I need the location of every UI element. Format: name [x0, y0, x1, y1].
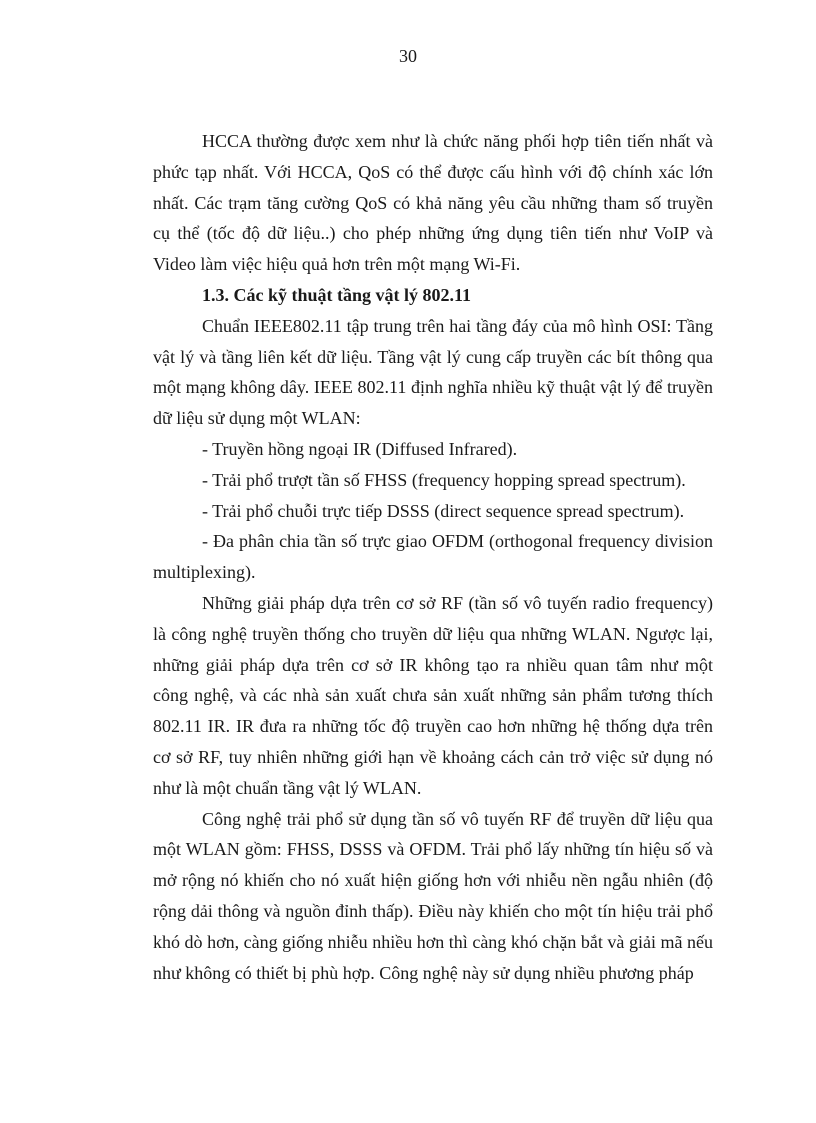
paragraph-hcca: HCCA thường được xem như là chức năng phối hợp tiên tiến nhất và phức tạp nhất. Với HCCA, QoS có thể được cấu hình với độ chính xác lớn nhất. Các trạm tăng cường QoS có khả năng yêu cầu những tham số truyền cụ thể (tốc độ dữ liệu..) cho phép những ứng dụng tiên tiến như VoIP và Video làm việc hiệu quả hơn trên một mạng Wi-Fi.	[153, 131, 713, 275]
paragraph-ieee-standard: Chuẩn IEEE802.11 tập trung trên hai tầng đáy của mô hình OSI: Tầng vật lý và tầng liên kết dữ liệu. Tầng vật lý cung cấp truyền các bít thông qua một mạng không dây. IEEE 802.11 định nghĩa nhiều kỹ thuật vật lý để truyền dữ liệu sử dụng một WLAN:	[153, 315, 713, 429]
list-item-ir: - Truyền hồng ngoại IR (Diffused Infrared).	[202, 438, 518, 459]
section-heading: 1.3. Các kỹ thuật tầng vật lý 802.11	[202, 284, 472, 305]
list-item-dsss: - Trải phổ chuỗi trực tiếp DSSS (direct sequence spread spectrum).	[202, 500, 685, 521]
paragraph-rf-solutions: Những giải pháp dựa trên cơ sở RF (tần số vô tuyến radio frequency) là công nghệ truyền thống cho truyền dữ liệu qua những WLAN. Ngược lại, những giải pháp dựa trên cơ sở IR không tạo ra nhiều quan tâm như một công nghệ, và các nhà sản xuất chưa sản xuất những sản phẩm tương thích 802.11 IR. IR đưa ra những tốc độ truyền cao hơn những hệ thống dựa trên cơ sở RF, tuy nhiên những giới hạn về khoảng cách cản trở việc sử dụng nó như là một chuẩn tầng vật lý WLAN.	[153, 592, 713, 798]
paragraph-spread-spectrum: Công nghệ trải phổ sử dụng tần số vô tuyến RF để truyền dữ liệu qua một WLAN gồm: FHSS, DSSS và OFDM. Trải phổ lấy những tín hiệu số và mở rộng nó khiến cho nó xuất hiện giống hơn với nhiễu nền ngẫu nhiên (độ rộng dải thông và nguồn đỉnh thấp). Điều này khiến cho một tín hiệu trải phổ khó dò hơn, càng giống nhiễu nhiều hơn thì càng khó chặn bắt và giải mã nếu như không có thiết bị phù hợp. Công nghệ này sử dụng nhiều phương pháp	[153, 808, 713, 983]
list-item-ofdm: - Đa phân chia tần số trực giao OFDM (orthogonal frequency division multiplexing).	[153, 531, 713, 583]
page-number: 30	[399, 46, 417, 66]
document-body	[153, 126, 713, 988]
list-item-fhss: - Trải phổ trượt tần số FHSS (frequency hopping spread spectrum).	[202, 469, 686, 490]
